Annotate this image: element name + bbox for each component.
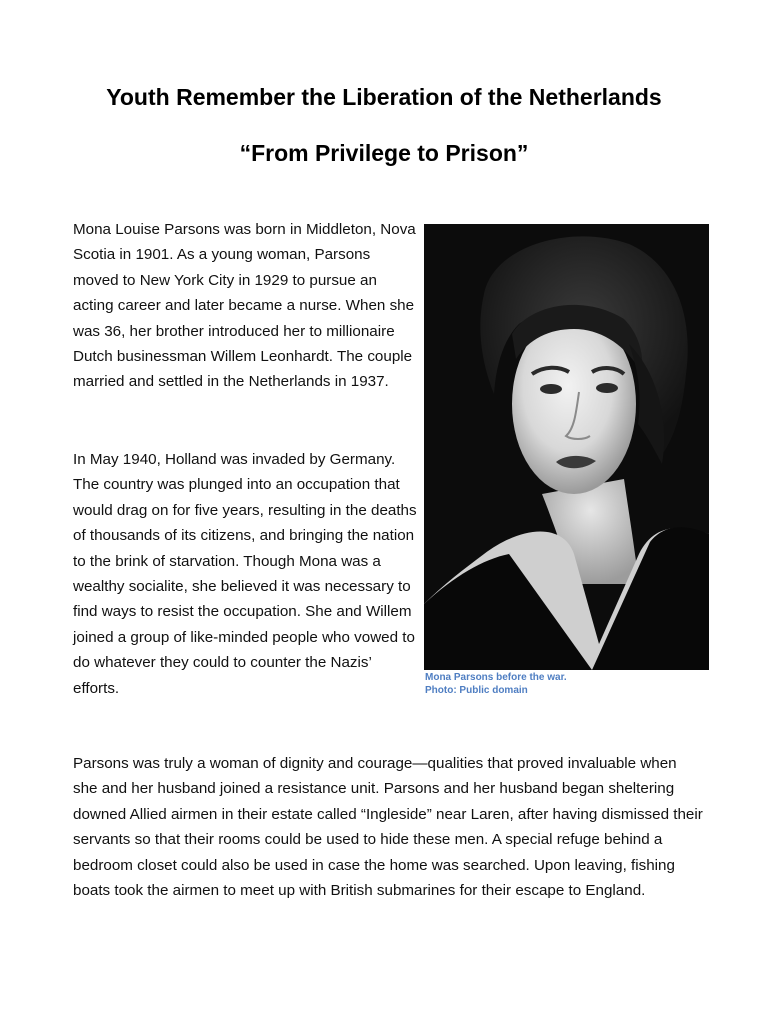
caption-line-2: Photo: Public domain: [425, 685, 528, 696]
paragraph-1: [73, 217, 418, 395]
caption-line-1: Mona Parsons before the war.: [425, 672, 567, 683]
paragraph-3: [73, 751, 703, 903]
document-title: Youth Remember the Liberation of the Netherlands: [106, 84, 662, 110]
paragraph-text: In May 1940, Holland was invaded by Germany. The country was plunged into an occupation that would drag on for five years, resulting in the deaths of thousands of its citizens, and bringing the nation to the brink of starvation. Though Mona was a wealthy socialite, she believed it was necessary to find ways to resist the occupation. She and Willem joined a group of like-minded people who vowed to do whatever they could to counter the Nazis’ efforts.: [73, 451, 417, 697]
paragraph-text: Mona Louise Parsons was born in Middleton, Nova Scotia in 1901. As a young woman, Parsons moved to New York City in 1929 to pursue an acting career and later became a nurse. When she was 36, her brother introduced her to millionaire Dutch businessman Willem Leonhardt. The couple married and settled in the Netherlands in 1937.: [73, 221, 416, 391]
document-subtitle: “From Privilege to Prison”: [239, 140, 529, 166]
paragraph-text: Parsons was truly a woman of dignity and courage—qualities that proved invaluable when she and her husband joined a resistance unit. Parsons and her husband began sheltering downed Allied airmen in their estate called “Ingleside” near Laren, after having dismissed their servants so that their rooms could be used to hide these men. A special refuge behind a bedroom closet could also be used in case the home was searched. Upon leaving, fishing boats took the airmen to meet up with British submarines for their escape to England.: [73, 755, 703, 900]
portrait-image: [424, 224, 709, 670]
photo-caption: [425, 671, 715, 697]
portrait-photo: [424, 224, 709, 670]
paragraph-2: [73, 447, 418, 701]
